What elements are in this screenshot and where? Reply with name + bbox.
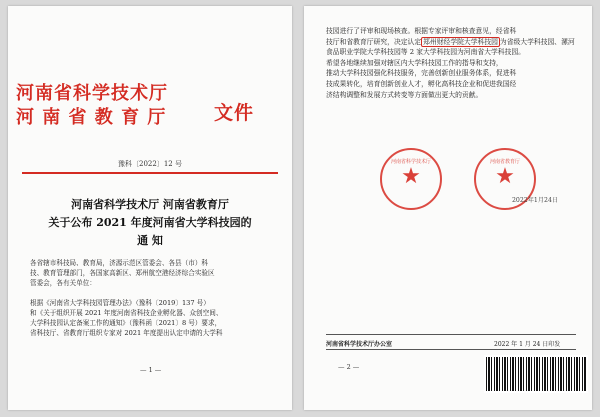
page-number: — 1 —	[140, 366, 162, 374]
issuer-line-1: 河南省科学技术厅	[16, 83, 168, 104]
page-number: — 2 —	[338, 363, 360, 371]
paragraph-line: 食品职业学院大学科技园等 2 家大学科技园为河南省大学科技园。	[326, 48, 525, 57]
paragraph-line: 济结构调整和发展方式转变等方面做出更大的贡献。	[326, 90, 483, 99]
barcode-icon	[484, 355, 588, 393]
paragraph-line: 推动大学科技园强化科技服务，完善创新创业服务体系，促进科	[326, 69, 517, 78]
notice-title-line-2: 关于公布 2021 年度河南省大学科技园的	[48, 216, 252, 229]
paragraph-line: 希望各地继续加强对辖区内大学科技园工作的指导和支持，	[326, 58, 503, 67]
notice-title-line-3: 通 知	[137, 234, 163, 247]
paragraph-line: 技成果转化，培育创新创业人才，孵化高科技企业和促进我国经	[326, 79, 517, 88]
notice-title-line-1: 河南省科学技术厅 河南省教育厅	[71, 198, 229, 211]
seal-text: 河南省科学技术厅	[390, 159, 431, 165]
paragraph-line: 技、教育管理部门，各国家高新区、郑州航空港经济综合实验区	[30, 269, 215, 277]
highlighted-park-name: 郑州财经学院大学科技园	[423, 37, 498, 46]
paragraph-line: 根据《河南省大学科技园管理办法》（豫科〔2019〕137 号）	[30, 299, 210, 307]
document-number: 豫科〔2022〕12 号	[118, 160, 182, 168]
paragraph-line: 大学科技园认定备案工作的通知》（豫科函〔2021〕8 号）要求，	[30, 319, 222, 327]
paragraph-line	[326, 37, 576, 48]
red-divider-line	[22, 172, 278, 174]
seal-text: 河南省教育厅	[489, 159, 520, 165]
paragraph-line: 省科技厅、省教育厅组织专家对 2021 年度提出认定申请的大学科	[30, 329, 223, 337]
body-paragraph	[30, 298, 274, 338]
issuer-suffix: 文件	[214, 102, 255, 124]
footer-bottom-rule	[326, 349, 576, 350]
paragraph-line: 管委会，各有关单位：	[30, 279, 96, 287]
footer-office: 河南省科学技术厅办公室	[326, 341, 393, 348]
footer-top-rule	[326, 334, 576, 335]
paragraph-line: 和《关于组织开展 2021 年度河南省科技企业孵化器、众创空间、	[30, 309, 223, 317]
signing-date: 2022年1月24日	[512, 197, 559, 204]
document-page-2	[304, 6, 592, 410]
issuer-line-2: 河 南 省 教 育 厅	[16, 107, 167, 128]
paragraph-line-end: 为省级大学科技园、漯河	[499, 37, 575, 46]
paragraph-line-start: 技厅和省教育厅研究，决定认定	[326, 37, 422, 46]
paragraph-line: 各省辖市科技局、教育局，济源示范区管委会、各县（市）科	[30, 259, 209, 267]
issuer-header	[16, 82, 168, 130]
star-icon: ★	[401, 164, 421, 190]
body-continuation	[326, 26, 576, 100]
star-icon: ★	[495, 164, 515, 190]
document-page-1	[8, 6, 292, 410]
footer-print-date: 2022 年 1 月 24 日印发	[494, 341, 561, 348]
salutation-paragraph	[30, 258, 274, 288]
paragraph-line: 技园进行了评审和现场核查。根据专家评审和核查意见，经省科	[326, 27, 517, 35]
seal-science-department	[380, 148, 442, 210]
